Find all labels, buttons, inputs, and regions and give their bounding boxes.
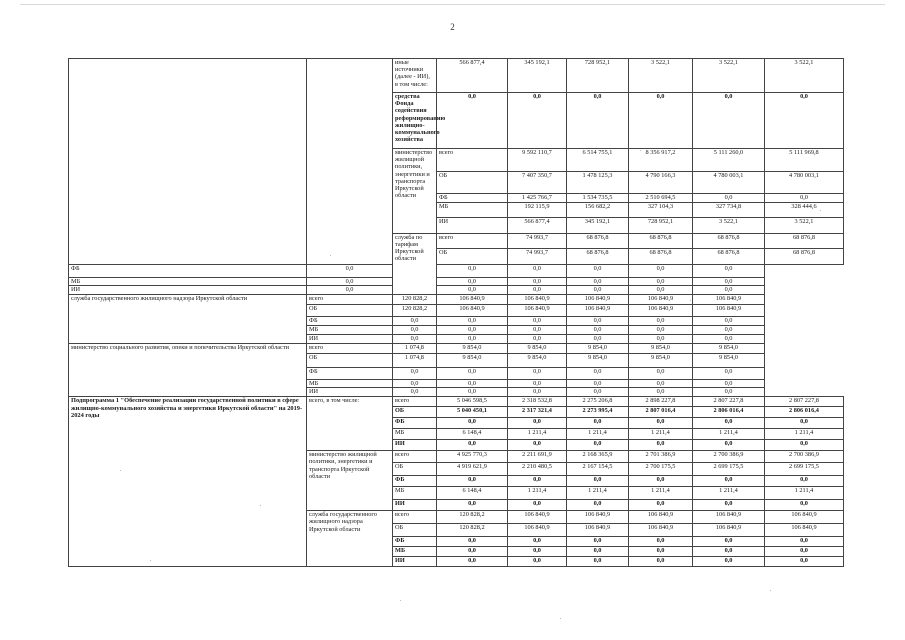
funding-source-cell: всего [307, 343, 393, 353]
amount-cell: 0,0 [693, 326, 765, 335]
amount-cell: 106 840,9 [508, 511, 567, 524]
amount-cell: 120 828,2 [393, 295, 437, 305]
amount-cell: 106 840,9 [437, 305, 508, 317]
amount-cell: 1 211,4 [508, 487, 567, 500]
funding-source-cell: ИИ [393, 440, 437, 451]
amount-cell: 2 318 532,8 [508, 397, 567, 407]
amount-cell: 106 840,9 [508, 295, 567, 305]
amount-cell: 106 840,9 [567, 305, 629, 317]
amount-cell: 0,0 [567, 367, 629, 379]
amount-cell: 0,0 [508, 500, 567, 511]
amount-cell: 0,0 [693, 334, 765, 343]
amount-cell: 2 701 386,9 [629, 451, 693, 463]
amount-cell: 6 514 755,1 [567, 149, 629, 172]
amount-cell: 9 854,0 [629, 353, 693, 367]
amount-cell: 328 444,6 [765, 203, 844, 218]
amount-cell: 0,0 [693, 476, 765, 487]
amount-cell: 106 840,9 [629, 511, 693, 524]
scan-speck [120, 470, 121, 471]
amount-cell: 0,0 [629, 440, 693, 451]
amount-cell: 9 592 110,7 [508, 149, 567, 172]
amount-cell: 106 840,9 [508, 305, 567, 317]
funding-source-cell: ОБ [307, 305, 393, 317]
funding-source-cell: МБ [307, 326, 393, 335]
amount-cell: 68 876,8 [765, 249, 844, 264]
amount-cell: 0,0 [437, 93, 508, 149]
executor-cell: министерство социального развития, опеки и попечительства Иркутской области [69, 343, 307, 397]
amount-cell: 106 840,9 [629, 305, 693, 317]
amount-cell: 106 840,9 [629, 295, 693, 305]
amount-cell: 0,0 [393, 367, 437, 379]
funding-source-cell: всего [437, 233, 508, 248]
amount-cell: 0,0 [393, 317, 437, 326]
amount-cell: 0,0 [508, 334, 567, 343]
amount-cell: 0,0 [765, 440, 844, 451]
amount-cell: 9 854,0 [567, 353, 629, 367]
amount-cell: 6 148,4 [437, 429, 508, 440]
amount-cell: 0,0 [629, 388, 693, 397]
amount-cell: 0,0 [629, 537, 693, 547]
funding-source-cell: ИИ [307, 388, 393, 397]
amount-cell: 0,0 [437, 277, 508, 286]
amount-cell: 9 854,0 [437, 343, 508, 353]
table-row [69, 295, 844, 305]
amount-cell: 0,0 [437, 286, 508, 295]
amount-cell: 9 854,0 [567, 343, 629, 353]
scan-speck [400, 600, 401, 601]
amount-cell: 0,0 [567, 264, 629, 277]
amount-cell: 2 510 694,5 [629, 194, 693, 203]
amount-cell: 0,0 [629, 418, 693, 429]
amount-cell: 0,0 [629, 500, 693, 511]
amount-cell: 2 806 016,4 [765, 407, 844, 418]
amount-cell: 566 877,4 [508, 218, 567, 233]
amount-cell: 3 522,1 [629, 59, 693, 93]
table-row [69, 59, 844, 93]
amount-cell: 1 211,4 [629, 487, 693, 500]
amount-cell: 0,0 [567, 418, 629, 429]
amount-cell: 0,0 [765, 557, 844, 567]
amount-cell: 0,0 [629, 93, 693, 149]
amount-cell: 0,0 [437, 440, 508, 451]
amount-cell: 0,0 [765, 194, 844, 203]
amount-cell: 3 522,1 [765, 218, 844, 233]
amount-cell: 0,0 [693, 500, 765, 511]
amount-cell: 0,0 [567, 500, 629, 511]
amount-cell: 0,0 [307, 264, 393, 277]
amount-cell: 728 952,1 [567, 59, 629, 93]
funding-source-cell: ИИ [393, 500, 437, 511]
amount-cell: 4 919 621,9 [437, 463, 508, 476]
amount-cell: 156 682,2 [567, 203, 629, 218]
amount-cell: 4 780 003,1 [693, 171, 765, 194]
page-number: 2 [450, 22, 455, 32]
amount-cell: 74 993,7 [508, 249, 567, 264]
amount-cell: 0,0 [693, 367, 765, 379]
amount-cell: 0,0 [693, 440, 765, 451]
amount-cell: 8 356 917,2 [629, 149, 693, 172]
amount-cell: 2 700 386,9 [693, 451, 765, 463]
amount-cell: 0,0 [437, 379, 508, 388]
amount-cell: 0,0 [508, 476, 567, 487]
amount-cell: 106 840,9 [629, 524, 693, 537]
executor-cell: министерство жилищной политики, энергетики и транспорта Иркутской области [393, 149, 437, 234]
scan-speck [770, 590, 771, 591]
amount-cell: 2 898 227,8 [629, 397, 693, 407]
amount-cell: 345 192,1 [508, 59, 567, 93]
funding-source-cell: МБ [307, 379, 393, 388]
amount-cell: 9 854,0 [629, 343, 693, 353]
executor-cell: служба государственного жилищного надзора Иркутской области [69, 295, 307, 343]
scan-speck [330, 255, 331, 256]
amount-cell: 0,0 [307, 286, 393, 295]
amount-cell: 68 876,8 [567, 249, 629, 264]
funding-source-cell: всего [393, 511, 437, 524]
amount-cell: 2 167 154,5 [567, 463, 629, 476]
scan-speck [560, 618, 561, 619]
amount-cell: 68 876,8 [765, 233, 844, 248]
amount-cell: 5 046 598,5 [437, 397, 508, 407]
amount-cell: 1 211,4 [629, 429, 693, 440]
amount-cell: 1 534 735,5 [567, 194, 629, 203]
amount-cell: 0,0 [629, 286, 693, 295]
amount-cell: 0,0 [693, 286, 765, 295]
amount-cell: 0,0 [567, 326, 629, 335]
amount-cell: 0,0 [437, 317, 508, 326]
amount-cell: 2 273 995,4 [567, 407, 629, 418]
funding-source-cell: ФБ [307, 317, 393, 326]
amount-cell: 2 699 175,5 [693, 463, 765, 476]
amount-cell: 0,0 [437, 557, 508, 567]
amount-cell: 1 478 125,3 [567, 171, 629, 194]
amount-cell: 0,0 [508, 440, 567, 451]
amount-cell: 192 115,9 [508, 203, 567, 218]
amount-cell: 327 734,8 [693, 203, 765, 218]
amount-cell: 74 993,7 [508, 233, 567, 248]
amount-cell: 0,0 [629, 277, 693, 286]
table-row [69, 264, 844, 277]
amount-cell: 0,0 [393, 379, 437, 388]
funding-source-cell: средства Фонда содействия реформированию жилищно-коммунального хозяйства [393, 93, 437, 149]
amount-cell: 0,0 [765, 537, 844, 547]
amount-cell: 0,0 [693, 547, 765, 557]
funding-source-cell: иные источники (далее - ИИ), в том числе: [393, 59, 437, 93]
amount-cell: 0,0 [693, 264, 765, 277]
amount-cell: 3 522,1 [765, 59, 844, 93]
table-row [69, 277, 844, 286]
amount-cell: 0,0 [508, 277, 567, 286]
amount-cell: 0,0 [629, 317, 693, 326]
amount-cell: 0,0 [693, 317, 765, 326]
amount-cell: 3 522,1 [693, 218, 765, 233]
scan-speck [260, 505, 261, 506]
scan-speck [690, 300, 691, 301]
amount-cell: 106 840,9 [693, 305, 765, 317]
amount-cell: 0,0 [508, 317, 567, 326]
executor-cell: всего, в том числе: [307, 397, 393, 451]
amount-cell: 0,0 [437, 264, 508, 277]
amount-cell: 0,0 [693, 379, 765, 388]
amount-cell: 0,0 [508, 547, 567, 557]
funding-source-cell: ИИ [69, 286, 307, 295]
amount-cell: 1 211,4 [693, 487, 765, 500]
amount-cell: 106 840,9 [567, 524, 629, 537]
executor-cell: служба государственного жилищного надзора Иркутской области [307, 511, 393, 567]
amount-cell: 2 700 386,9 [765, 451, 844, 463]
scan-speck [640, 150, 641, 151]
amount-cell: 9 854,0 [508, 343, 567, 353]
amount-cell: 2 807 227,8 [765, 397, 844, 407]
amount-cell: 1 211,4 [765, 487, 844, 500]
amount-cell: 120 828,2 [393, 305, 437, 317]
funding-source-cell: всего [307, 295, 393, 305]
funding-source-cell: МБ [393, 429, 437, 440]
amount-cell: 120 828,2 [437, 524, 508, 537]
amount-cell: 0,0 [307, 277, 393, 286]
amount-cell: 0,0 [508, 264, 567, 277]
amount-cell: 0,0 [693, 537, 765, 547]
amount-cell: 0,0 [508, 418, 567, 429]
amount-cell: 0,0 [437, 367, 508, 379]
amount-cell: 4 790 166,3 [629, 171, 693, 194]
table-body [69, 59, 844, 567]
amount-cell: 1 074,8 [393, 353, 437, 367]
amount-cell: 0,0 [437, 334, 508, 343]
amount-cell: 728 952,1 [629, 218, 693, 233]
amount-cell: 0,0 [508, 379, 567, 388]
funding-source-cell: ФБ [437, 194, 508, 203]
amount-cell: 566 877,4 [437, 59, 508, 93]
amount-cell: 0,0 [508, 388, 567, 397]
funding-source-cell: ОБ [307, 353, 393, 367]
amount-cell: 2 275 206,8 [567, 397, 629, 407]
amount-cell: 68 876,8 [629, 249, 693, 264]
amount-cell: 1 211,4 [693, 429, 765, 440]
amount-cell: 0,0 [437, 537, 508, 547]
amount-cell: 0,0 [508, 93, 567, 149]
funding-source-cell: ИИ [307, 334, 393, 343]
amount-cell: 0,0 [629, 379, 693, 388]
amount-cell: 2 806 016,4 [693, 407, 765, 418]
funding-source-cell: ОБ [437, 249, 508, 264]
amount-cell: 106 840,9 [437, 295, 508, 305]
table-row [69, 343, 844, 353]
amount-cell: 120 828,2 [437, 511, 508, 524]
amount-cell: 68 876,8 [693, 233, 765, 248]
amount-cell: 106 840,9 [693, 524, 765, 537]
amount-cell: 0,0 [567, 388, 629, 397]
amount-cell: 1 211,4 [765, 429, 844, 440]
amount-cell: 2 700 175,5 [629, 463, 693, 476]
amount-cell: 5 040 450,1 [437, 407, 508, 418]
amount-cell: 1 211,4 [508, 429, 567, 440]
amount-cell: 0,0 [765, 476, 844, 487]
amount-cell: 68 876,8 [567, 233, 629, 248]
executor-cell: служба по тарифам Иркутской области [393, 233, 437, 294]
amount-cell: 0,0 [693, 194, 765, 203]
program-name-cell [69, 59, 307, 265]
amount-cell: 0,0 [693, 388, 765, 397]
amount-cell: 0,0 [437, 500, 508, 511]
amount-cell: 1 211,4 [567, 487, 629, 500]
funding-source-cell: всего [437, 149, 508, 172]
amount-cell: 0,0 [629, 367, 693, 379]
amount-cell: 0,0 [437, 476, 508, 487]
funding-source-cell: ОБ [393, 407, 437, 418]
amount-cell: 0,0 [567, 317, 629, 326]
amount-cell: 106 840,9 [765, 511, 844, 524]
amount-cell: 0,0 [567, 93, 629, 149]
amount-cell: 0,0 [567, 557, 629, 567]
amount-cell: 68 876,8 [693, 249, 765, 264]
amount-cell: 0,0 [765, 93, 844, 149]
funding-source-cell: всего [393, 397, 437, 407]
amount-cell: 0,0 [629, 557, 693, 567]
amount-cell: 7 407 350,7 [508, 171, 567, 194]
amount-cell: 4 925 770,3 [437, 451, 508, 463]
amount-cell: 2 211 691,9 [508, 451, 567, 463]
amount-cell: 0,0 [693, 418, 765, 429]
amount-cell: 0,0 [693, 557, 765, 567]
amount-cell: 0,0 [567, 286, 629, 295]
amount-cell: 9 854,0 [693, 353, 765, 367]
amount-cell: 4 780 003,1 [765, 171, 844, 194]
amount-cell: 345 192,1 [567, 218, 629, 233]
amount-cell: 9 854,0 [693, 343, 765, 353]
amount-cell: 0,0 [437, 326, 508, 335]
amount-cell: 0,0 [693, 93, 765, 149]
amount-cell: 2 699 175,5 [765, 463, 844, 476]
funding-source-cell: МБ [69, 277, 307, 286]
amount-cell: 0,0 [629, 264, 693, 277]
funding-source-cell: всего [393, 451, 437, 463]
funding-source-cell: ОБ [393, 524, 437, 537]
scan-speck [820, 210, 821, 211]
amount-cell: 0,0 [393, 388, 437, 397]
executor-cell [307, 59, 393, 265]
budget-table-sheet [68, 58, 819, 567]
funding-source-cell: ИИ [393, 557, 437, 567]
amount-cell: 0,0 [567, 547, 629, 557]
amount-cell: 9 854,0 [437, 353, 508, 367]
amount-cell: 0,0 [765, 500, 844, 511]
amount-cell: 106 840,9 [693, 295, 765, 305]
amount-cell: 0,0 [393, 334, 437, 343]
amount-cell: 106 840,9 [567, 295, 629, 305]
amount-cell: 9 854,0 [508, 353, 567, 367]
amount-cell: 0,0 [508, 367, 567, 379]
amount-cell: 0,0 [629, 334, 693, 343]
scan-speck [150, 560, 151, 561]
table-row [69, 397, 844, 407]
funding-source-cell: ФБ [307, 367, 393, 379]
program-name-cell: Подпрограмма 1 "Обеспечение реализации государственной политики в сфере жилищно-коммунального хозяйства и энергетики Иркутской области" на 2019-2024 годы [69, 397, 307, 567]
amount-cell: 106 840,9 [765, 524, 844, 537]
table-row [69, 286, 844, 295]
amount-cell: 0,0 [437, 418, 508, 429]
funding-source-cell: ФБ [69, 264, 307, 277]
funding-source-cell: ИИ [437, 218, 508, 233]
amount-cell: 0,0 [567, 277, 629, 286]
amount-cell: 0,0 [437, 547, 508, 557]
amount-cell: 2 807 016,4 [629, 407, 693, 418]
scan-artifact-line [20, 4, 885, 5]
funding-source-cell: ОБ [437, 171, 508, 194]
amount-cell: 5 111 969,8 [765, 149, 844, 172]
funding-source-cell: ФБ [393, 537, 437, 547]
amount-cell: 0,0 [765, 418, 844, 429]
amount-cell: 106 840,9 [693, 511, 765, 524]
amount-cell: 0,0 [508, 537, 567, 547]
amount-cell: 0,0 [567, 440, 629, 451]
amount-cell: 0,0 [765, 547, 844, 557]
amount-cell: 0,0 [693, 277, 765, 286]
amount-cell: 0,0 [393, 326, 437, 335]
amount-cell: 2 317 321,4 [508, 407, 567, 418]
amount-cell: 0,0 [437, 388, 508, 397]
funding-source-cell: ФБ [393, 418, 437, 429]
amount-cell: 0,0 [629, 476, 693, 487]
amount-cell: 0,0 [567, 476, 629, 487]
amount-cell: 2 168 365,9 [567, 451, 629, 463]
amount-cell: 2 807 227,8 [693, 397, 765, 407]
budget-allocation-table [68, 58, 844, 567]
amount-cell: 2 210 480,5 [508, 463, 567, 476]
funding-source-cell: МБ [393, 547, 437, 557]
funding-source-cell: МБ [437, 203, 508, 218]
amount-cell: 1 074,8 [393, 343, 437, 353]
amount-cell: 106 840,9 [508, 524, 567, 537]
amount-cell: 0,0 [508, 326, 567, 335]
amount-cell: 68 876,8 [629, 233, 693, 248]
executor-cell: министерство жилищной политики, энергетики и транспорта Иркутской области [307, 451, 393, 511]
amount-cell: 6 148,4 [437, 487, 508, 500]
amount-cell: 1 425 766,7 [508, 194, 567, 203]
amount-cell: 5 111 260,0 [693, 149, 765, 172]
amount-cell: 3 522,1 [693, 59, 765, 93]
amount-cell: 327 104,3 [629, 203, 693, 218]
amount-cell: 0,0 [567, 537, 629, 547]
amount-cell: 106 840,9 [567, 511, 629, 524]
amount-cell: 0,0 [629, 326, 693, 335]
amount-cell: 1 211,4 [567, 429, 629, 440]
funding-source-cell: МБ [393, 487, 437, 500]
amount-cell: 0,0 [508, 557, 567, 567]
amount-cell: 0,0 [508, 286, 567, 295]
amount-cell: 0,0 [567, 334, 629, 343]
amount-cell: 0,0 [567, 379, 629, 388]
funding-source-cell: ОБ [393, 463, 437, 476]
funding-source-cell: ФБ [393, 476, 437, 487]
amount-cell: 0,0 [629, 547, 693, 557]
